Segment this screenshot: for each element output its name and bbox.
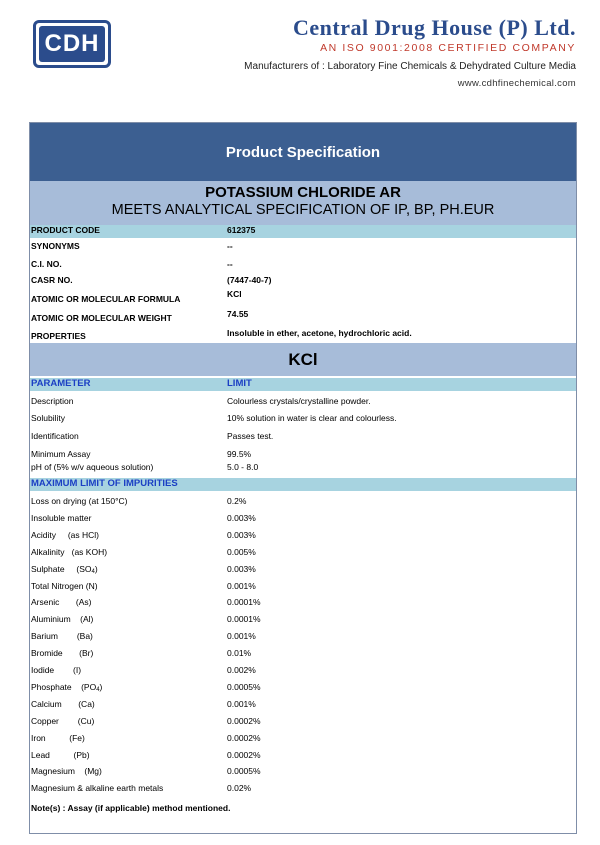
impurity-name-text: Alkalinity (as KOH): [31, 546, 108, 557]
impurity-name-tail: ): [99, 681, 103, 692]
impurity-name: [31, 547, 107, 557]
impurities-header-row: [30, 478, 576, 491]
impurity-name-text: Acidity (as HCl): [31, 529, 100, 540]
impurity-name: [31, 665, 81, 675]
impurity-name: [31, 597, 91, 607]
impurities-header: MAXIMUM LIMIT OF IMPURITIES: [31, 478, 178, 489]
info-label: C.I. NO.: [31, 259, 62, 269]
impurity-name-text: Lead (Pb): [31, 749, 90, 760]
logo-text: CDH: [39, 26, 105, 62]
impurity-limit: 0.0001%: [227, 597, 261, 608]
impurity-limit: 0.02%: [227, 783, 252, 794]
info-value: 612375: [227, 225, 256, 235]
impurity-name-tail: ): [94, 563, 98, 574]
impurity-name-text: Calcium (Ca): [31, 698, 95, 709]
impurity-name-text: Iron (Fe): [31, 732, 85, 743]
parameter-name: Solubility: [31, 413, 66, 423]
info-value: Insoluble in ether, acetone, hydrochloric acid.: [227, 328, 412, 338]
impurity-limit: 0.001%: [227, 580, 256, 591]
impurity-subscript: 4: [91, 568, 95, 575]
meets-specification: MEETS ANALYTICAL SPECIFICATION OF IP, BP, PH.EUR: [111, 202, 495, 218]
info-label: ATOMIC OR MOLECULAR FORMULA: [31, 294, 181, 304]
manufacturers-line: Manufacturers of : Laboratory Fine Chemicals & Dehydrated Culture Media: [244, 61, 576, 72]
impurity-limit: 0.005%: [227, 546, 256, 557]
parameter-limit: 99.5%: [227, 449, 252, 459]
impurity-name: [31, 648, 93, 658]
impurity-name-text: Insoluble matter: [31, 512, 92, 523]
impurity-name: [31, 513, 91, 523]
impurity-name-text: Iodide (I): [31, 665, 82, 675]
impurity-name-text: Aluminium (Al): [31, 614, 94, 625]
specification-sheet: [29, 122, 577, 834]
product-band: [30, 181, 576, 225]
company-name: Central Drug House (P) Ltd.: [293, 15, 576, 40]
impurity-limit: 0.01%: [227, 648, 252, 659]
note: Note(s) : Assay (if applicable) method mentioned.: [31, 803, 231, 813]
impurity-name-text: Total Nitrogen (N): [31, 580, 98, 591]
impurity-name-text: Copper (Cu): [31, 715, 95, 726]
impurity-name-text: Sulphate (SO: [31, 563, 92, 574]
impurity-name: [31, 699, 95, 709]
impurity-subscript: 4: [96, 686, 100, 693]
company-logo: [33, 20, 111, 68]
impurity-limit: 0.001%: [227, 698, 256, 709]
info-value: KCl: [227, 289, 242, 299]
impurity-name: [31, 766, 102, 776]
impurity-name: [31, 631, 93, 641]
info-label: PROPERTIES: [31, 331, 86, 341]
impurity-name-text: Arsenic (As): [31, 597, 92, 608]
info-row-product-code: [30, 225, 576, 238]
website: www.cdhfinechemical.com: [457, 78, 576, 89]
parameter-header: PARAMETER: [31, 378, 91, 389]
impurity-limit: 0.0005%: [227, 681, 261, 692]
impurity-name: [31, 750, 90, 760]
limit-header: LIMIT: [227, 378, 252, 389]
impurity-name: [31, 530, 99, 540]
section-title: Product Specification: [30, 123, 576, 181]
impurity-name-text: Loss on drying (at 150°C): [31, 496, 128, 506]
impurity-limit: 0.0001%: [227, 614, 261, 625]
parameter-limit: Colourless crystals/crystalline powder.: [227, 396, 371, 406]
product-name: POTASSIUM CHLORIDE AR: [205, 184, 401, 201]
impurity-name: [31, 614, 93, 624]
impurity-limit: 0.0005%: [227, 766, 261, 777]
info-label: PRODUCT CODE: [31, 225, 100, 235]
info-label: CASR NO.: [31, 275, 73, 285]
info-value: --: [227, 241, 233, 251]
impurity-name-text: Phosphate (PO: [31, 681, 97, 692]
impurity-name: [31, 783, 163, 793]
impurity-name: [31, 564, 98, 575]
impurity-limit: 0.0002%: [227, 749, 261, 760]
impurity-limit: 0.0002%: [227, 732, 261, 743]
impurity-limit: 0.003%: [227, 529, 256, 540]
parameter-limit: Passes test.: [227, 431, 274, 441]
info-value: --: [227, 259, 233, 269]
impurity-limit: 0.001%: [227, 631, 256, 642]
info-value: 74.55: [227, 309, 249, 319]
impurity-limit: 0.2%: [227, 496, 247, 506]
parameter-name: pH of (5% w/v aqueous solution): [31, 462, 154, 472]
parameter-limit: 5.0 - 8.0: [227, 462, 259, 472]
impurity-name: [31, 716, 94, 726]
parameter-name: Identification: [31, 431, 79, 441]
info-row-weight: [30, 309, 576, 327]
impurity-name-text: Magnesium & alkaline earth metals: [31, 783, 164, 794]
parameter-header-row: [30, 378, 576, 391]
impurity-name-text: Bromide (Br): [31, 648, 94, 659]
impurity-limit: 0.003%: [227, 512, 256, 523]
impurity-name: [31, 682, 102, 693]
iso-certification: AN ISO 9001:2008 CERTIFIED COMPANY: [320, 42, 576, 54]
formula-band: KCl: [30, 343, 576, 376]
info-label: SYNONYMS: [31, 241, 80, 251]
impurity-name: [31, 733, 85, 743]
impurity-name: [31, 581, 98, 591]
impurity-name: [31, 496, 127, 506]
parameter-name: Description: [31, 396, 74, 406]
impurity-name-text: Magnesium (Mg): [31, 766, 102, 777]
info-row-formula: [30, 289, 576, 307]
impurity-limit: 0.0002%: [227, 715, 261, 726]
impurity-limit: 0.003%: [227, 563, 256, 574]
impurity-limit: 0.002%: [227, 665, 256, 675]
info-row-properties: [30, 328, 576, 342]
info-value: (7447-40-7): [227, 275, 272, 285]
info-label: ATOMIC OR MOLECULAR WEIGHT: [31, 313, 172, 323]
parameter-limit: 10% solution in water is clear and colourless.: [227, 413, 397, 423]
parameter-name: Minimum Assay: [31, 449, 91, 459]
impurity-name-text: Barium (Ba): [31, 631, 93, 642]
